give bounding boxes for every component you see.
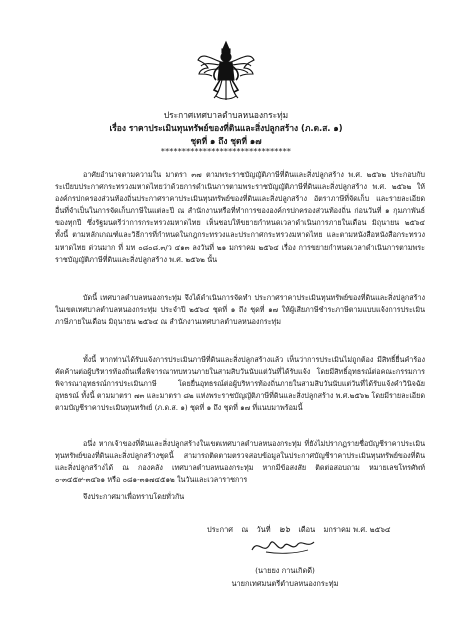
signer-name: (นายยง กานเกิดดี)	[255, 566, 315, 575]
date-month-year: มกราคม พ.ศ. ๒๕๖๔	[323, 525, 391, 534]
set-range-heading: ชุดที่ ๑ ถึง ชุดที่ ๑๗	[190, 136, 262, 146]
paragraph-closing: จึงประกาศมาเพื่อทราบโดยทั่วกัน	[83, 492, 185, 501]
paragraph-appeal-rights: ทั้งนี้ หากท่านได้รับแจ้งการประเมินภาษีที่ดินและสิ่งปลูกสร้างแล้ว เห็นว่าการประเมินไม่ถูกต้อง มีสิทธิ์ยื่นคำร้องคัดค้านต่อผู้บริหารท้องถิ่นเพื่อพิจารณาทบทวนภายในสามสิบวันนับแต่วันที่ได้รับแจ้ง โดยมีสิทธิ์อุทธรณ์ต่อคณะกรรมการพิจารณาอุทธรณ์การประเมินภาษี โดยยื่นอุทธรณ์ต่อผู้บริหารท้องถิ่นภายในสามสิบวันนับแต่วันที่ได้รับแจ้งคำวินิจฉัยอุทธรณ์ ทั้งนี้ ตามมาตรา ๗๓ และมาตรา ๘๒ แห่งพระราชบัญญัติภาษีที่ดินและสิ่งปลูกสร้าง พ.ศ.๒๕๖๒ โดยมีรายละเอียดตามบัญชีราคาประเมินทุนทรัพย์ (ภ.ด.ส. ๑) ชุดที่ ๑ ถึง ชุดที่ ๑๗ ที่แนบมาพร้อมนี้	[55, 355, 425, 413]
signer-title: นายกเทศมนตรีตำบลหนองกระทุ่ม	[231, 579, 339, 588]
paragraph-legal-basis: อาศัยอำนาจตามความใน มาตรา ๓๗ ตามพระราชบัญญัติภาษีที่ดินและสิ่งปลูกสร้าง พ.ศ. ๒๕๖๒ ประกอบกับระเบียบประกาศกระทรวงมหาดไทยว่าด้วยการดำเนินการตามพระราชบัญญัติภาษีที่ดินและสิ่งปลูกสร้าง พ.ศ. ๒๕๖๒ ให้องค์กรปกครองส่วนท้องถิ่นประกาศราคาประเมินทุนทรัพย์ของที่ดินและสิ่งปลูกสร้าง อัตราภาษีที่จัดเก็บ และรายละเอียดอื่นที่จำเป็นในการจัดเก็บภาษีในแต่ละปี ณ สำนักงานหรือที่ทำการขององค์กรปกครองส่วนท้องถิ่น ก่อนวันที่ ๑ กุมภาพันธ์ของทุกปี ซึ่งรัฐมนตรีว่าการกระทรวงมหาดไทย เห็นชอบให้ขยายกำหนดเวลาดำเนินการภายในเดือน มิถุนายน ๒๕๖๔ ทั้งนี้ ตามหลักเกณฑ์และวิธีการที่กำหนดในกฎกระทรวงและประกาศกระทรวงมหาดไทย และตามหนังสือหนังสือกระทรวงมหาดไทย ด่วนมาก ที่ มท ๐๘๐๘.๓/ว ๔๑๓ ลงวันที่ ๒๑ มกราคม ๒๕๖๔ เรื่อง การขยายกำหนดเวลาดำเนินการตามพระราชบัญญัติภาษีที่ดินและสิ่งปลูกสร้าง พ.ศ. ๒๕๖๒ นั้น	[55, 170, 425, 264]
garuda-emblem-icon	[196, 40, 256, 102]
date-month-label: เดือน	[298, 525, 316, 534]
handwritten-signature	[248, 534, 318, 558]
date-day-label: วันที่	[256, 525, 271, 534]
paragraph-announcement: บัดนี้ เทศบาลตำบลหนองกระทุ่ม จึงได้ดำเนินการจัดทำ ประกาศราคาประเมินทุนทรัพย์ของที่ดินและสิ่งปลูกสร้าง ในเขตเทศบาลตำบลหนองกระทุ่ม ประจำปี ๒๕๖๔ ชุดที่ ๑ ถึง ชุดที่ ๑๗ ให้ผู้เสียภาษีชำระภาษีตามแบบแจ้งการประเมินภาษีภายในเดือน มิถุนายน ๒๕๖๔ ณ สำนักงานเทศบาลตำบลหนองกระทุ่ม	[55, 293, 425, 327]
date-day: ๒๖	[278, 525, 290, 535]
star-separator: *******************************	[160, 147, 292, 156]
date-prefix: ประกาศ	[207, 525, 233, 534]
paragraph-contact-info: อนึ่ง หากเจ้าของที่ดินและสิ่งปลูกสร้างในเขตเทศบาลตำบลหนองกระทุ่ม ที่ยังไม่ปรากฏรายชื่อบัญชีราคาประเมินทุนทรัพย์ของที่ดินและสิ่งปลูกสร้างชุดนี้ สามารถติดตามตรวจสอบข้อมูลในประกาศบัญชีราคาประเมินทุนทรัพย์ของที่ดินและสิ่งปลูกสร้างได้ ณ กองคลัง เทศบาลตำบลหนองกระทุ่ม หากมีข้อสงสัย ติดต่อสอบถาม หมายเลขโทรศัพท์ ๐-๓๔๕๙-๓๔๖๑ หรือ ๐๘๑-๓๑๗๔๕๑๒ ในวันและเวลาราชการ	[55, 439, 425, 485]
issuer-heading: ประกาศเทศบาลตำบลหนองกระทุ่ม	[163, 110, 289, 120]
date-at: ณ	[241, 525, 249, 534]
subject-heading: เรื่อง ราคาประเมินทุนทรัพย์ของที่ดินและสิ่งปลูกสร้าง (ภ.ด.ส. ๑)	[109, 123, 343, 133]
